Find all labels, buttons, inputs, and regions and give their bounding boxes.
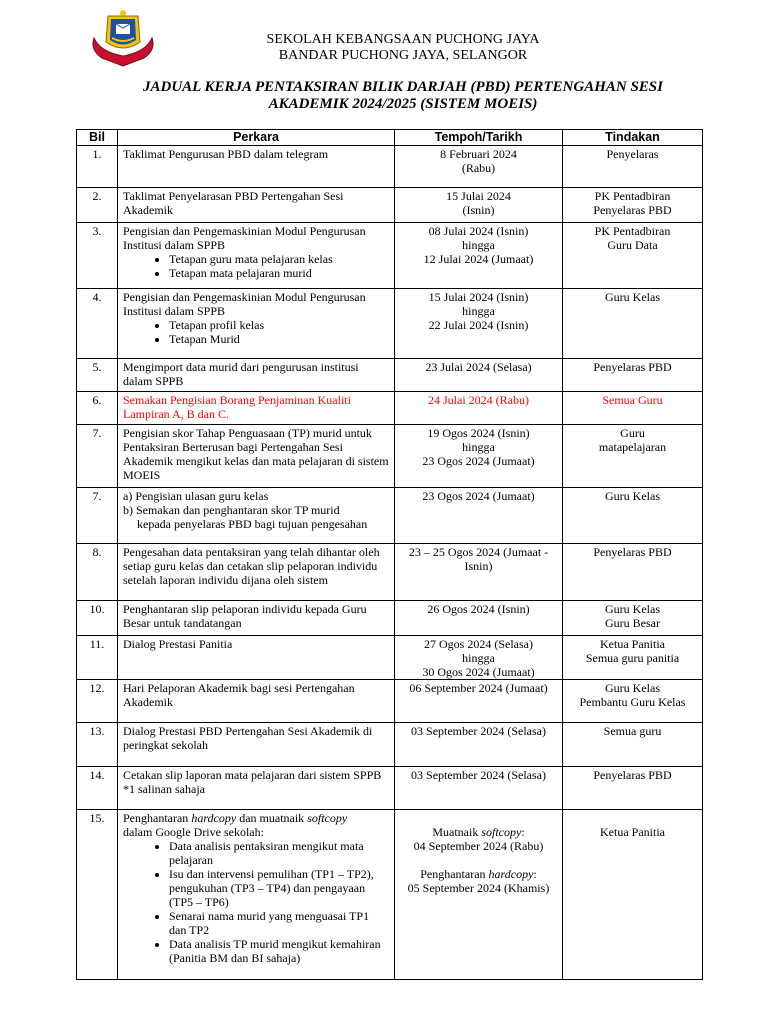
cell-bil: 15. <box>77 810 118 980</box>
school-address: BANDAR PUCHONG JAYA, SELANGOR <box>278 48 528 63</box>
spacer <box>400 811 557 825</box>
cell-tempoh <box>395 810 563 980</box>
cell-bil: 7. <box>77 425 118 488</box>
cell-perkara <box>118 488 395 544</box>
tindakan-line: Guru <box>620 426 645 440</box>
cell-perkara: Pengesahan data pentaksiran yang telah dihantar oleh setiap guru kelas dan cetakan slip pelaporan individu setelah laporan individu dijana oleh sistem <box>118 544 395 601</box>
cell-bil: 1. <box>77 146 118 188</box>
list-item: • Senarai nama murid yang menguasai TP1 dan TP2 <box>169 909 389 937</box>
tempoh-line: hingga <box>462 304 495 318</box>
text-segment-italic: softcopy <box>307 811 348 825</box>
tindakan-line: Guru Kelas <box>605 681 660 695</box>
list-item: • Data analisis pentaksiran mengikut mata pelajaran <box>169 839 389 867</box>
cell-tempoh: 03 September 2024 (Selasa) <box>395 723 563 767</box>
cell-perkara: Dialog Prestasi Panitia <box>118 636 395 680</box>
header-tindakan: Tindakan <box>563 130 703 146</box>
cell-perkara: Pengisian skor Tahap Penguasaan (TP) murid untuk Pentaksiran Berterusan bagi Pertengahan Sesi Akademik mengikut kelas dan mata pelajaran di sistem MOEIS <box>118 425 395 488</box>
perkara-text <box>123 811 389 825</box>
cell-perkara <box>118 289 395 359</box>
header-perkara: Perkara <box>118 130 395 146</box>
list-item: • Tetapan guru mata pelajaran kelas <box>169 252 389 266</box>
cell-perkara: Penghantaran slip pelaporan individu kepada Guru Besar untuk tandatangan <box>118 601 395 636</box>
text-segment: : <box>521 825 525 839</box>
tempoh-line: 19 Ogos 2024 (Isnin) <box>427 426 530 440</box>
cell-bil: 10. <box>77 601 118 636</box>
cell-perkara <box>118 810 395 980</box>
cell-perkara: Semakan Pengisian Borang Penjaminan Kualiti Lampiran A, B dan C. <box>118 392 395 425</box>
cell-tindakan: Semua Guru <box>563 392 703 425</box>
table-row <box>77 680 703 723</box>
cell-bil: 4. <box>77 289 118 359</box>
cell-tempoh <box>395 188 563 223</box>
cell-bil: 3. <box>77 223 118 289</box>
tempoh-line: 12 Julai 2024 (Jumaat) <box>423 252 534 266</box>
table-row <box>77 488 703 544</box>
cell-perkara: Taklimat Penyelarasan PBD Pertengahan Sesi Akademik <box>118 188 395 223</box>
cell-tindakan <box>563 680 703 723</box>
cell-tindakan <box>563 425 703 488</box>
cell-tempoh: 23 Julai 2024 (Selasa) <box>395 359 563 392</box>
tempoh-line <box>400 825 557 839</box>
cell-tindakan <box>563 636 703 680</box>
text-segment: dan muatnaik <box>236 811 308 825</box>
cell-tempoh: 26 Ogos 2024 (Isnin) <box>395 601 563 636</box>
list-item: • Tetapan Murid <box>169 332 389 346</box>
text-segment: : <box>533 867 537 881</box>
table-row <box>77 188 703 223</box>
tempoh-line: 15 Julai 2024 <box>446 189 511 203</box>
text-segment-italic: softcopy <box>481 825 522 839</box>
table-row <box>77 601 703 636</box>
spacer <box>400 853 557 867</box>
tindakan-line: PK Pentadbiran <box>594 224 671 238</box>
document-title <box>100 79 706 113</box>
cell-tempoh: 24 Julai 2024 (Rabu) <box>395 392 563 425</box>
title-line-1: JADUAL KERJA PENTAKSIRAN BILIK DARJAH (PBD) PERTENGAHAN SESI <box>143 79 663 95</box>
bullet-list <box>123 252 389 280</box>
cell-tempoh: 23 Ogos 2024 (Jumaat) <box>395 488 563 544</box>
table-row <box>77 425 703 488</box>
header-tempoh: Tempoh/Tarikh <box>395 130 563 146</box>
cell-tindakan <box>563 810 703 980</box>
table-header-row <box>77 130 703 146</box>
text-segment-italic: hardcopy <box>488 867 534 881</box>
cell-tindakan: Penyelaras PBD <box>563 767 703 810</box>
cell-tempoh <box>395 146 563 188</box>
tempoh-line: hingga <box>462 651 495 665</box>
list-item: b) Semakan dan penghantaran skor TP murid <box>123 503 340 517</box>
tindakan-line: Guru Besar <box>605 616 660 630</box>
table-row <box>77 636 703 680</box>
cell-bil: 8. <box>77 544 118 601</box>
tempoh-line: hingga <box>462 440 495 454</box>
tempoh-line: hingga <box>462 238 495 252</box>
table-row <box>77 146 703 188</box>
cell-perkara <box>118 223 395 289</box>
cell-tempoh: 03 September 2024 (Selasa) <box>395 767 563 810</box>
perkara-text: dalam Google Drive sekolah: <box>123 825 264 839</box>
bullet-list <box>123 318 389 346</box>
cell-bil: 14. <box>77 767 118 810</box>
table-row <box>77 767 703 810</box>
cell-tindakan: Penyelaras <box>563 146 703 188</box>
tindakan-line: Pembantu Guru Kelas <box>579 695 686 709</box>
cell-tindakan: Guru Kelas <box>563 488 703 544</box>
tindakan-line: Semua guru panitia <box>585 651 680 665</box>
cell-tempoh <box>395 636 563 680</box>
cell-tindakan <box>563 601 703 636</box>
tempoh-line: Isnin) <box>464 559 493 573</box>
cell-bil: 2. <box>77 188 118 223</box>
cell-bil: 5. <box>77 359 118 392</box>
tindakan-line: Ketua Panitia <box>600 637 665 651</box>
spacer <box>568 811 697 825</box>
table-row <box>77 359 703 392</box>
list-item: • Tetapan mata pelajaran murid <box>169 266 389 280</box>
cell-perkara: Hari Pelaporan Akademik bagi sesi Pertengahan Akademik <box>118 680 395 723</box>
tempoh-line: 27 Ogos 2024 (Selasa) <box>424 637 533 651</box>
tindakan-line: Guru Data <box>607 238 658 252</box>
text-segment-italic: hardcopy <box>191 811 237 825</box>
header-bil: Bil <box>77 130 118 146</box>
table-row <box>77 810 703 980</box>
cell-tindakan: Guru Kelas <box>563 289 703 359</box>
school-name: SEKOLAH KEBANGSAAN PUCHONG JAYA <box>266 32 540 47</box>
cell-perkara: Mengimport data murid dari pengurusan institusi dalam SPPB <box>118 359 395 392</box>
tindakan-line: PK Pentadbiran <box>594 189 671 203</box>
perkara-text: Pengisian dan Pengemaskinian Modul Pengurusan Institusi dalam SPPB <box>123 290 366 318</box>
cell-tempoh <box>395 425 563 488</box>
tempoh-line: 04 September 2024 (Rabu) <box>413 839 544 853</box>
text-segment: Penghantaran <box>420 867 489 881</box>
cell-tindakan: Semua guru <box>563 723 703 767</box>
text-segment: Penghantaran <box>123 811 192 825</box>
bullet-list <box>123 839 389 965</box>
tindakan-line: matapelajaran <box>598 440 667 454</box>
cell-bil: 7. <box>77 488 118 544</box>
schedule-table <box>76 129 703 980</box>
list-item-continuation: kepada penyelaras PBD bagi tujuan pengesahan <box>137 517 368 531</box>
table-row <box>77 289 703 359</box>
cell-bil: 6. <box>77 392 118 425</box>
cell-tempoh <box>395 223 563 289</box>
table-row <box>77 223 703 289</box>
text-segment: Muatnaik <box>432 825 482 839</box>
cell-tempoh <box>395 289 563 359</box>
tempoh-line: 08 Julai 2024 (Isnin) <box>428 224 529 238</box>
tempoh-line: 23 – 25 Ogos 2024 (Jumaat - <box>408 545 549 559</box>
cell-tindakan <box>563 188 703 223</box>
perkara-text: Pengisian dan Pengemaskinian Modul Pengurusan Institusi dalam SPPB <box>123 224 366 252</box>
tempoh-line: (Rabu) <box>461 161 496 175</box>
cell-perkara: Dialog Prestasi PBD Pertengahan Sesi Akademik di peringkat sekolah <box>118 723 395 767</box>
list-item: • Data analisis TP murid mengikut kemahiran (Panitia BM dan BI sahaja) <box>169 937 389 965</box>
perkara-text: Cetakan slip laporan mata pelajaran dari sistem SPPB <box>123 768 382 782</box>
list-item: a) Pengisian ulasan guru kelas <box>123 489 269 503</box>
tempoh-line: 15 Julai 2024 (Isnin) <box>428 290 529 304</box>
cell-bil: 13. <box>77 723 118 767</box>
title-line-2: AKADEMIK 2024/2025 (SISTEM MOEIS) <box>268 96 538 112</box>
tempoh-line <box>400 867 557 881</box>
cell-bil: 11. <box>77 636 118 680</box>
cell-tindakan: Penyelaras PBD <box>563 359 703 392</box>
table-row-highlighted <box>77 392 703 425</box>
tindakan-line: Ketua Panitia <box>600 825 665 839</box>
cell-tempoh <box>395 544 563 601</box>
tempoh-line: (Isnin) <box>462 203 495 217</box>
tindakan-line: Guru Kelas <box>605 602 660 616</box>
tempoh-line: 23 Ogos 2024 (Jumaat) <box>422 454 535 468</box>
note-text: *1 salinan sahaja <box>123 782 205 796</box>
table-row <box>77 544 703 601</box>
cell-perkara: Taklimat Pengurusan PBD dalam telegram <box>118 146 395 188</box>
cell-tempoh: 06 September 2024 (Jumaat) <box>395 680 563 723</box>
tempoh-line: 8 Februari 2024 <box>440 147 517 161</box>
cell-tindakan: Penyelaras PBD <box>563 544 703 601</box>
list-item: • Isu dan intervensi pemulihan (TP1 – TP2), pengukuhan (TP3 – TP4) dan pengayaan (TP5 – TP6) <box>169 867 389 909</box>
cell-perkara <box>118 767 395 810</box>
tempoh-line: 22 Julai 2024 (Isnin) <box>428 318 529 332</box>
cell-bil: 12. <box>77 680 118 723</box>
tempoh-line: 05 September 2024 (Khamis) <box>407 881 550 895</box>
list-item: • Tetapan profil kelas <box>169 318 389 332</box>
table-row <box>77 723 703 767</box>
tempoh-line: 30 Ogos 2024 (Jumaat) <box>422 665 535 679</box>
tindakan-line: Penyelaras PBD <box>593 203 672 217</box>
cell-tindakan <box>563 223 703 289</box>
